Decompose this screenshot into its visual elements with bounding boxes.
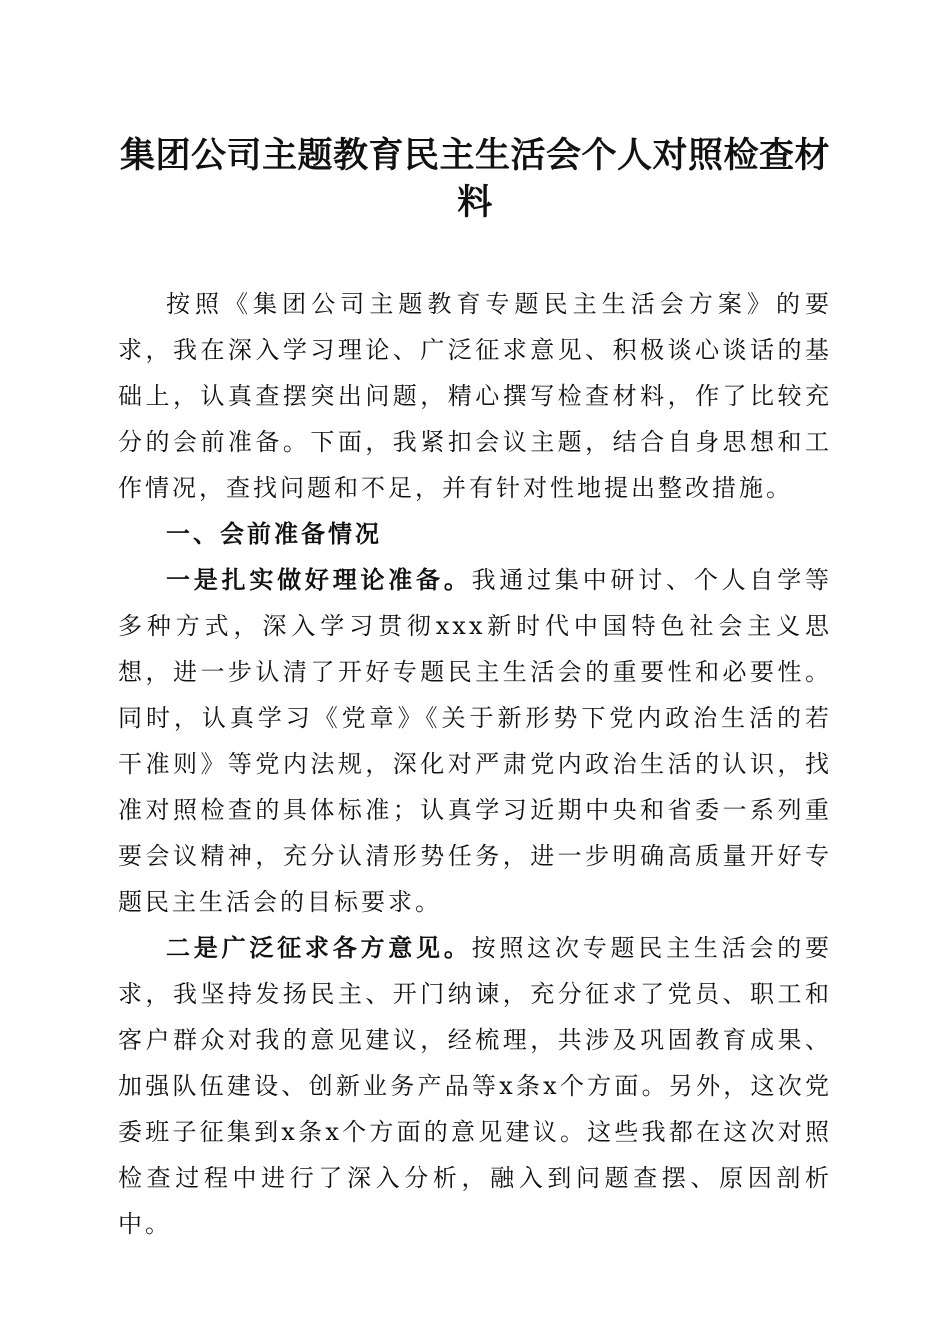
paragraph-lead: 一是扎实做好理论准备。 — [166, 565, 472, 594]
paragraph-lead: 二是广泛征求各方意见。 — [166, 933, 472, 962]
paragraph-text: 我通过集中研讨、个人自学等多种方式，深入学习贯彻xxx新时代中国特色社会主义思想，进一步认清了开好专题民主生活会的重要性和必要性。同时，认真学习《党章》《关于新形势下党内政治生活的若干准则》等党内法规，深化对严肃党内政治生活的认识，找准对照检查的具体标准；认真学习近期中央和省委一系列重要会议精神，充分认清形势任务，进一步明确高质量开好专题民主生活会的目标要求。 — [118, 566, 832, 916]
paragraph-opinion-collection — [118, 925, 832, 1247]
intro-paragraph: 按照《集团公司主题教育专题民主生活会方案》的要求，我在深入学习理论、广泛征求意见、积极谈心谈话的基础上，认真查摆突出问题，精心撰写检查材料，作了比较充分的会前准备。下面，我紧扣会议主题，结合自身思想和工作情况，查找问题和不足，并有针对性地提出整改措施。 — [118, 290, 832, 502]
document-body — [118, 281, 832, 1247]
document-title: 集团公司主题教育民主生活会个人对照检查材料 — [119, 135, 830, 223]
section-heading: 一、会前准备情况 — [166, 519, 382, 548]
paragraph-theory-preparation — [118, 557, 832, 925]
paragraph-text: 按照这次专题民主生活会的要求，我坚持发扬民主、开门纳谏，充分征求了党员、职工和客户群众对我的意见建议，经梳理，共涉及巩固教育成果、加强队伍建设、创新业务产品等x条x个方面。另外，这次党委班子征集到x条x个方面的意见建议。这些我都在这次对照检查过程中进行了深入分析，融入到问题查摆、原因剖析中。 — [118, 934, 832, 1238]
